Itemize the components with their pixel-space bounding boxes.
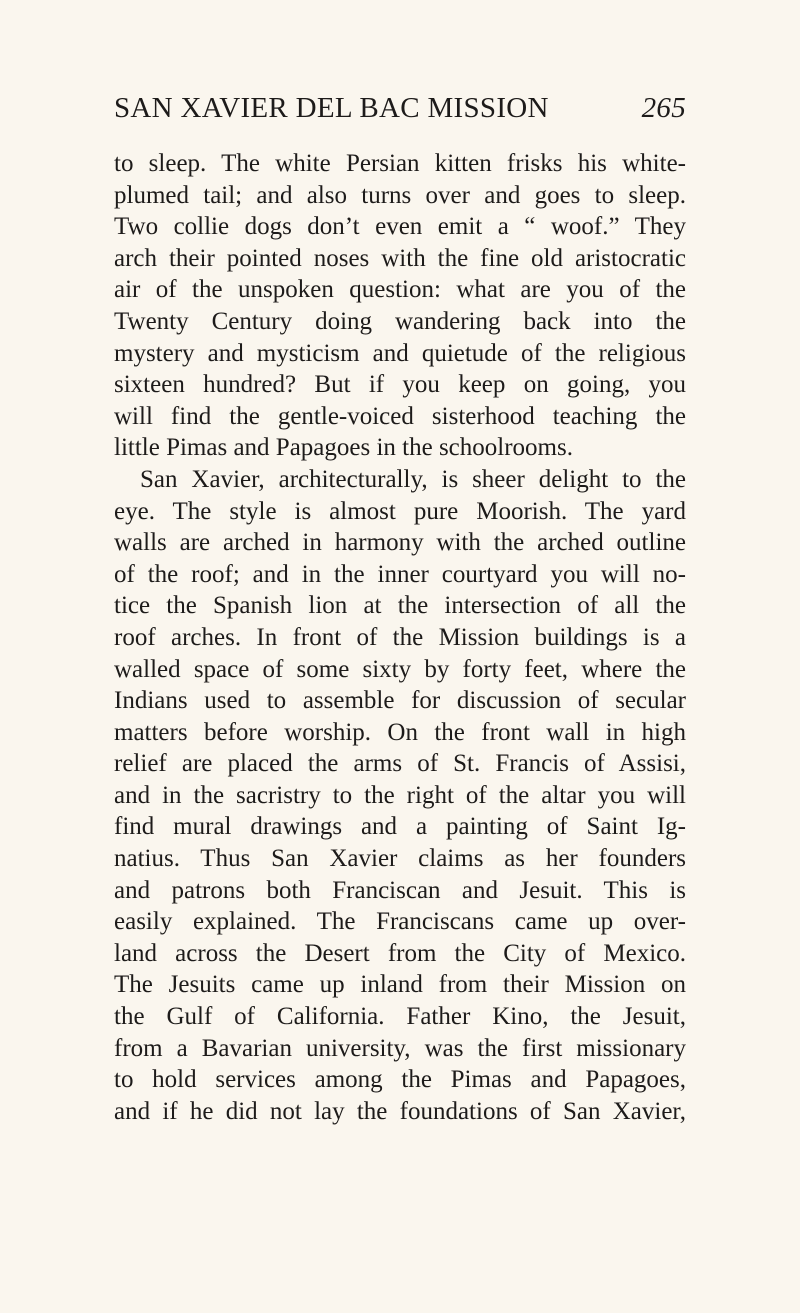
- text-line: and patrons both Franciscan and Jesuit. This is: [114, 876, 686, 904]
- text-line: sixteen hundred? But if you keep on going, you: [114, 371, 686, 399]
- text-line: from a Bavarian university, was the first missionary: [114, 1034, 686, 1062]
- body-text: [114, 148, 686, 1127]
- text-line: the Gulf of California. Father Kino, the Jesuit,: [114, 1003, 686, 1031]
- text-line: land across the Desert from the City of Mexico.: [114, 939, 686, 967]
- text-line: easily explained. The Franciscans came up over-: [114, 908, 686, 936]
- text-line: plumed tail; and also turns over and goes to sleep.: [114, 181, 686, 209]
- text-line: little Pimas and Papagoes in the schoolrooms.: [114, 434, 573, 462]
- text-line: walls are arched in harmony with the arched outline: [114, 529, 686, 557]
- page-number: 265: [641, 92, 686, 124]
- text-line: eye. The style is almost pure Moorish. The yard: [114, 497, 686, 525]
- running-head-title: SAN XAVIER DEL BAC MISSION: [114, 92, 549, 124]
- text-line: natius. Thus San Xavier claims as her founders: [114, 845, 686, 873]
- text-line: matters before worship. On the front wall in high: [114, 718, 686, 746]
- text-line: mystery and mysticism and quietude of the religious: [114, 339, 686, 367]
- text-line: find mural drawings and a painting of Saint Ig-: [114, 813, 686, 841]
- text-line: San Xavier, architecturally, is sheer delight to the: [140, 465, 686, 493]
- text-line: of the roof; and in the inner courtyard you will no-: [114, 560, 686, 588]
- text-line: relief are placed the arms of St. Francis of Assisi,: [114, 750, 686, 778]
- text-line: will find the gentle-voiced sisterhood teaching the: [114, 402, 686, 430]
- text-line: walled space of some sixty by forty feet, where the: [114, 655, 686, 683]
- running-head: [114, 92, 686, 132]
- text-line: to hold services among the Pimas and Papagoes,: [114, 1066, 686, 1094]
- text-line: Two collie dogs don’t even emit a “ woof.” They: [114, 213, 686, 241]
- text-line: Twenty Century doing wandering back into the: [114, 307, 686, 335]
- text-line: The Jesuits came up inland from their Mission on: [114, 971, 686, 999]
- text-line: arch their pointed noses with the fine old aristocratic: [114, 244, 686, 272]
- text-line: roof arches. In front of the Mission buildings is a: [114, 623, 686, 651]
- text-line: to sleep. The white Persian kitten frisks his white-: [114, 150, 686, 177]
- text-line: air of the unspoken question: what are you of the: [114, 276, 686, 304]
- text-line: and if he did not lay the foundations of San Xavier,: [114, 1097, 686, 1125]
- text-line: Indians used to assemble for discussion of secular: [114, 687, 686, 715]
- text-line: tice the Spanish lion at the intersection of all the: [114, 592, 686, 620]
- text-line: and in the sacristry to the right of the altar you will: [114, 781, 686, 809]
